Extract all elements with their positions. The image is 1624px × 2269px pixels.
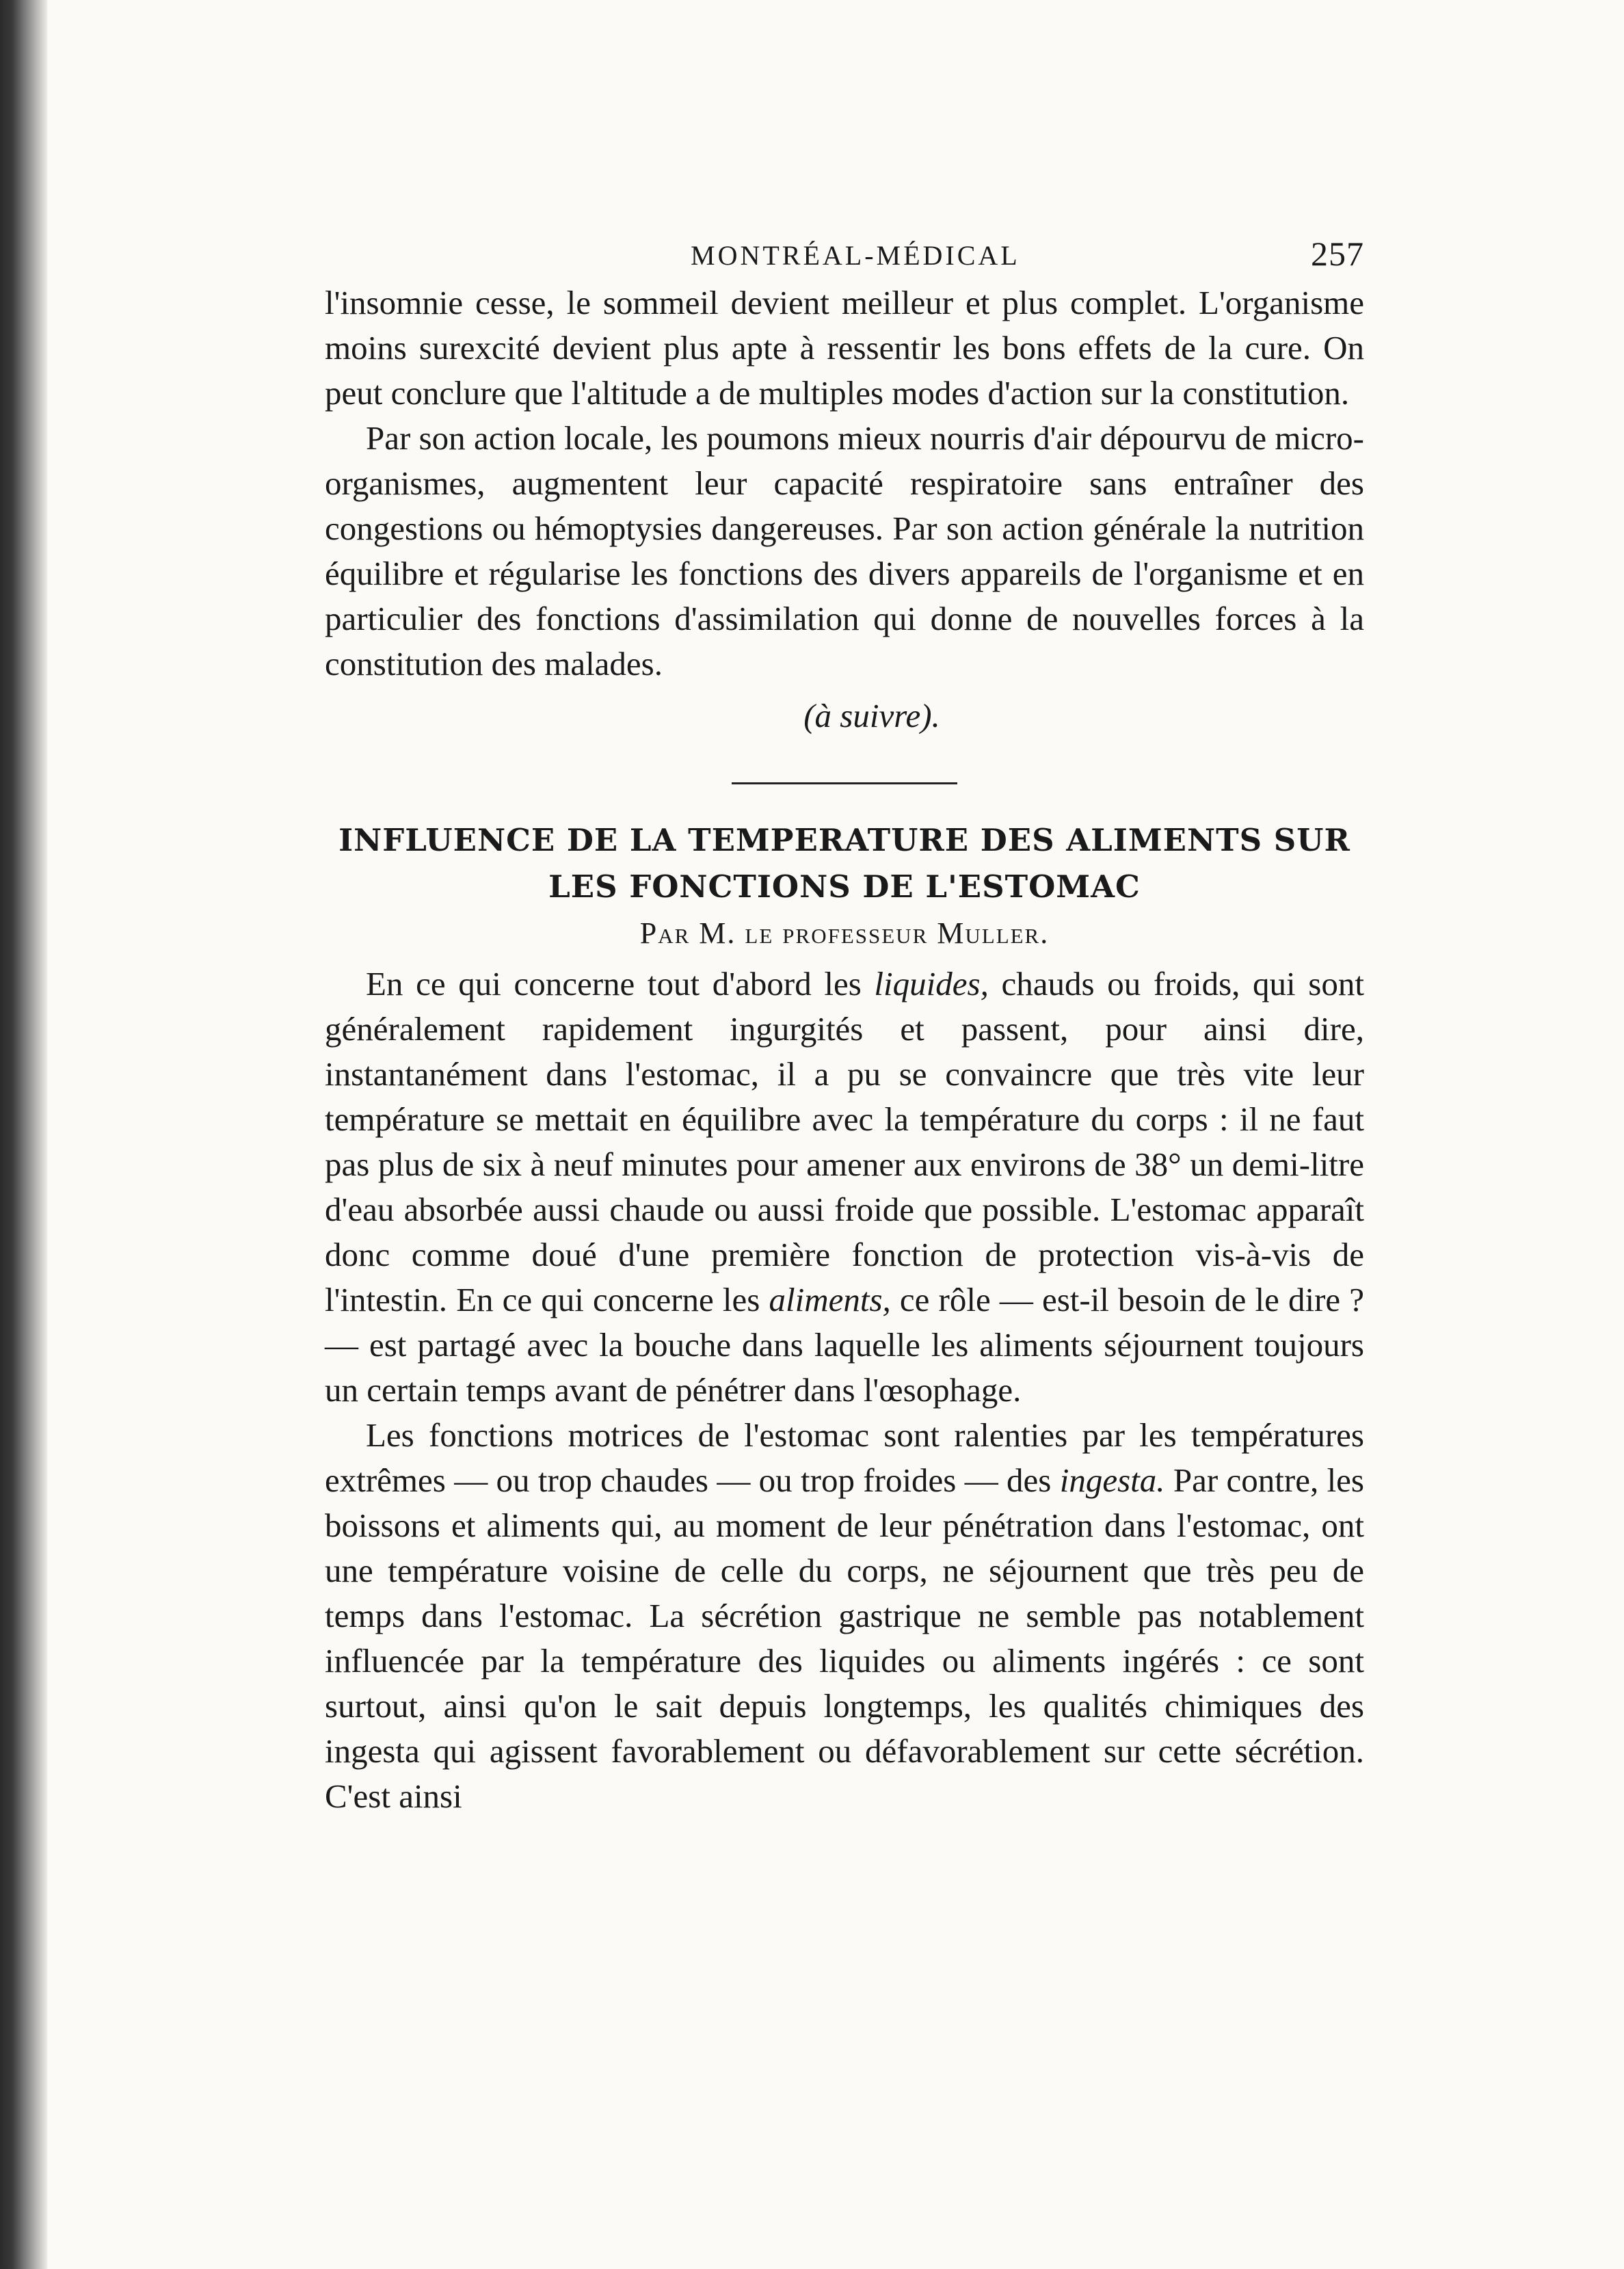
italic-term: ingesta. bbox=[1059, 1461, 1165, 1499]
article-title bbox=[325, 817, 1364, 910]
article-byline: Par M. le professeur Muller. bbox=[639, 916, 1050, 950]
text-run: ce rôle — est-il besoin de le dire ? — est partagé avec la bouche dans laquelle les aliments séjournent toujours un certain temps avant de pénétrer dans l'œsophage. bbox=[325, 1281, 1365, 1409]
italic-term: aliments, bbox=[769, 1281, 891, 1318]
text-run: En ce qui concerne tout d'abord les bbox=[366, 965, 875, 1003]
text-run: Les fonctions motrices de l'estomac sont ralenties par les températures extrêmes — ou trop chaudes — ou trop froides — des bbox=[325, 1416, 1364, 1499]
italic-term: liquides, bbox=[874, 965, 989, 1003]
text-run: Par contre, les boissons et aliments qui, au moment de leur pénétration dans l'estomac, ont une température voisine de celle du corps, ne séjournent que très peu de temps dans l'estomac. La sécrétion gastrique ne semble pas notablement influencée par la température des liquides ou aliments ingérés : ce sont surtout, ainsi qu'on le sait depuis longtemps, les qualités chimiques des ingesta qui agissent favorablement ou défavorablement sur cette sécrétion. C'est ainsi bbox=[325, 1461, 1364, 1815]
running-title: MONTRÉAL-MÉDICAL bbox=[691, 240, 1020, 271]
paragraph bbox=[325, 961, 1364, 1413]
paragraph: l'insomnie cesse, le sommeil devient meilleur et plus complet. L'organisme moins surexcité devient plus apte à ressentir les bons effets de la cure. On peut conclure que l'altitude a de multiples modes d'action sur la constitution. bbox=[325, 284, 1364, 412]
continued-text bbox=[325, 280, 1364, 687]
article-body bbox=[325, 961, 1364, 1819]
paragraph: Par son action locale, les poumons mieux nourris d'air dépourvu de micro-organismes, augmentent leur capacité respiratoire sans entraîner des congestions ou hémoptysies dangereuses. Par son action générale la nutrition équilibre et régularise les fonctions des divers appareils de l'organisme et en particulier des fonctions d'assimilation qui donne de nouvelles forces à la constitution des malades. bbox=[325, 419, 1364, 682]
article-title-line-2: LES FONCTIONS DE L'ESTOMAC bbox=[548, 868, 1141, 905]
page bbox=[325, 235, 1365, 1819]
book-binding-edge bbox=[0, 0, 48, 2269]
page-number: 257 bbox=[1311, 235, 1364, 273]
to-be-continued: (à suivre). bbox=[803, 697, 940, 734]
section-divider bbox=[732, 782, 957, 784]
article-title-line-1: INFLUENCE DE LA TEMPERATURE DES ALIMENTS SUR bbox=[338, 822, 1350, 858]
text-run: chauds ou froids, qui sont généralement rapidement ingurgités et passent, pour ainsi dire, instantanément dans l'estomac, il a pu se convaincre que très vite leur température se mettait en équilibre avec la température du corps : il ne faut pas plus de six à neuf minutes pour amener aux environs de 38° un demi-litre d'eau absorbée aussi chaude ou aussi froide que possible. L'estomac apparaît donc comme doué d'une première fonction de protection vis-à-vis de l'intestin. En ce qui concerne les bbox=[325, 965, 1364, 1318]
paragraph bbox=[325, 1413, 1364, 1819]
page-header bbox=[325, 235, 1364, 280]
